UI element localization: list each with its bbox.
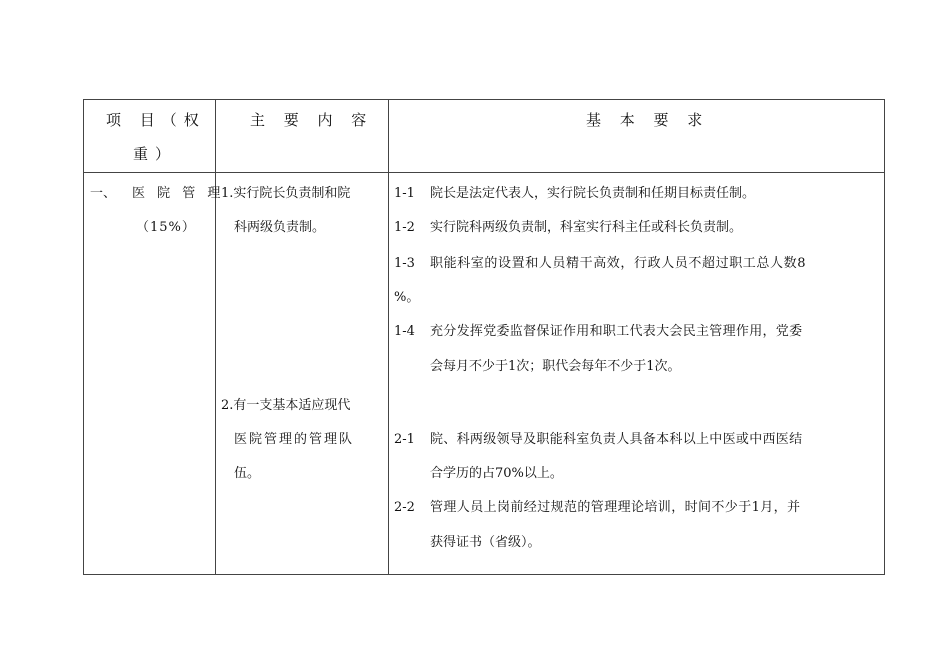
requirement-1-3-number: 1-3 xyxy=(394,256,415,271)
header-item-weight: 项 目（权 xyxy=(106,111,206,129)
requirement-2-1-text-2: 合学历的占70%以上。 xyxy=(430,466,563,481)
requirement-1-4-text: 充分发挥党委监督保证作用和职工代表大会民主管理作用，党委 xyxy=(430,324,803,339)
content-item-2-line3: 伍。 xyxy=(234,466,261,481)
content-item-1-line1: 1.实行院长负责制和院 xyxy=(221,186,351,201)
requirement-2-2-number: 2-2 xyxy=(394,500,415,515)
header-item-weight-2: 重） xyxy=(133,145,178,163)
section-title: 医 院 管 理 xyxy=(132,186,225,201)
content-item-1-line2: 科两级负责制。 xyxy=(234,220,326,235)
header-divider xyxy=(84,172,884,173)
requirement-1-2-text: 实行院科两级负责制，科室实行科主任或科长负责制。 xyxy=(430,220,743,235)
content-item-2-line1: 2.有一支基本适应现代 xyxy=(221,398,351,413)
requirement-1-3-text: 职能科室的设置和人员精干高效，行政人员不超过职工总人数8 xyxy=(430,256,807,271)
standards-table xyxy=(83,99,885,575)
requirement-1-4-number: 1-4 xyxy=(394,324,415,339)
header-main-content: 主 要 内 容 xyxy=(250,111,374,129)
requirement-1-3-text-2: %。 xyxy=(394,290,420,305)
requirement-2-1-text: 院、科两级领导及职能科室负责人具备本科以上中医或中西医结 xyxy=(430,432,803,447)
requirement-2-2-text: 管理人员上岗前经过规范的管理理论培训，时间不少于1月，并 xyxy=(430,500,801,515)
requirement-1-2-number: 1-2 xyxy=(394,220,415,235)
requirement-2-1-number: 2-1 xyxy=(394,432,415,447)
section-number: 一、 xyxy=(90,186,117,201)
requirement-1-1-number: 1-1 xyxy=(394,186,415,201)
requirement-1-4-text-2: 会每月不少于1次；职代会每年不少于1次。 xyxy=(430,359,681,374)
requirement-1-1-text: 院长是法定代表人，实行院长负责制和任期目标责任制。 xyxy=(430,186,756,201)
section-weight: （15%） xyxy=(136,220,196,235)
header-basic-requirements: 基 本 要 求 xyxy=(586,111,710,129)
requirement-2-2-text-2: 获得证书（省级）。 xyxy=(430,535,541,550)
content-item-2-line2: 医院管理的管理队 xyxy=(234,432,355,447)
